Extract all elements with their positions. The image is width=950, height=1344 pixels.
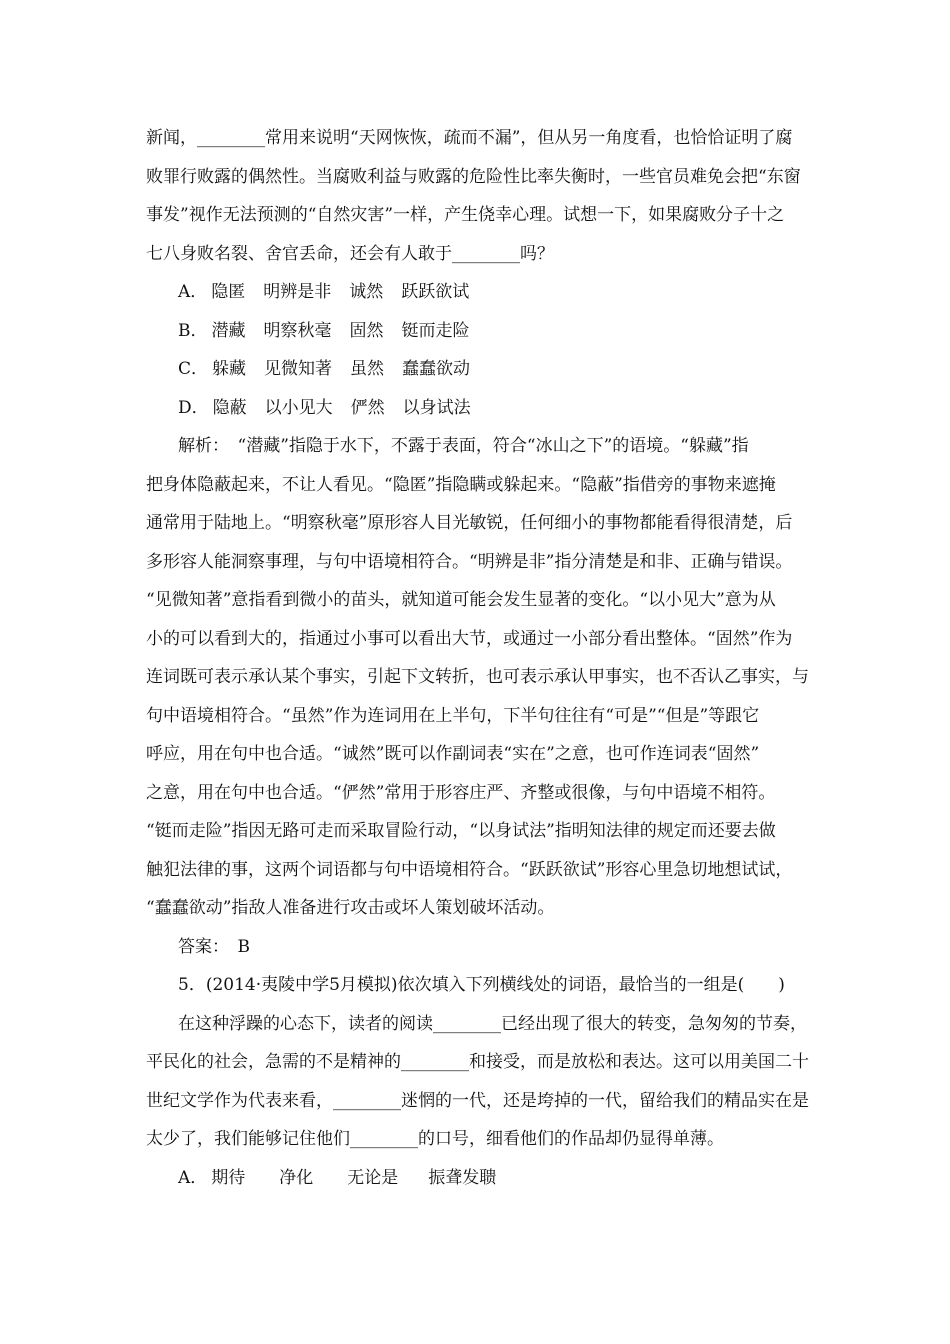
option-word: 虽然 xyxy=(350,359,385,379)
text-line: 事发”视作无法预测的“自然灾害”一样，产生侥幸心理。试想一下，如果腐败分子十之 xyxy=(146,205,785,225)
option-word: 以小见大 xyxy=(264,397,333,418)
option-word: 跃跃欲试 xyxy=(401,282,470,302)
option-letter: D． xyxy=(178,397,209,418)
analysis-line: 小的可以看到大的，指通过小事可以看出大节，或通过一小部分看出整体。“固然”作为 xyxy=(146,628,793,649)
option-word: 躲藏 xyxy=(212,359,247,379)
analysis-line: 呼应，用在句中也合适。“诚然”既可以作副词表“实在”之意，也可作连词表“固然” xyxy=(146,744,760,764)
passage-continuation xyxy=(146,119,810,273)
option-letter: B． xyxy=(178,320,208,341)
analysis-line: 通常用于陆地上。“明察秋毫”原形容人目光敏锐，任何细小的事物都能看得很清楚，后 xyxy=(146,513,793,533)
analysis-line: 连词既可表示承认某个事实，引起下文转折，也可表示承认甲事实，也不否认乙事实，与 xyxy=(146,667,809,687)
analysis-line: 多形容人能洞察事理，与句中语境相符合。“明辨是非”指分清楚是和非、正确与错误。 xyxy=(146,551,793,572)
analysis-line: 解析： “潜藏”指隐于水下，不露于表面，符合“冰山之下”的语境。“躲藏”指 xyxy=(178,436,749,456)
text-line: 七八身败名裂、舍官丢命，还会有人敢于________吗？ xyxy=(146,243,554,264)
analysis-line: 句中语境相符合。“虽然”作为连词用在上半句，下半句往往有“可是”“但是”等跟它 xyxy=(146,705,760,726)
analysis-line: 把身体隐蔽起来，不让人看见。“隐匿”指隐瞒或躲起来。“隐蔽”指借旁的事物来遮掩 xyxy=(146,474,776,495)
option-word: 净化 xyxy=(279,1167,314,1188)
option-word: 明辨是非 xyxy=(263,282,332,302)
option-letter: C． xyxy=(178,359,209,379)
option-word: 明察秋毫 xyxy=(263,320,332,341)
option-word: 铤而走险 xyxy=(401,320,470,341)
question-5 xyxy=(146,966,810,1197)
option-d xyxy=(146,389,810,428)
option-a xyxy=(146,273,810,312)
text-line: 败罪行败露的偶然性。当腐败利益与败露的危险性比率失衡时，一些官员难免会把“东窗 xyxy=(146,166,801,187)
text-line: 新闻，________常用来说明“天网恢恢，疏而不漏”，但从另一角度看，也恰恰证明了腐 xyxy=(146,128,793,148)
option-c xyxy=(146,350,810,389)
question-passage-line: 太少了，我们能够记住他们________的口号，细看他们的作品却仍显得单薄。 xyxy=(146,1129,724,1149)
analysis-line: “铤而走险”指因无路可走而采取冒险行动，“以身试法”指明知法律的规定而还要去做 xyxy=(146,821,776,841)
question-passage-line: 世纪文学作为代表来看，________迷惘的一代，还是垮掉的一代，留给我们的精品实在是 xyxy=(146,1090,809,1111)
option-word: 诚然 xyxy=(349,282,384,302)
option-word: 潜藏 xyxy=(211,320,246,341)
answer-line: 答案： B xyxy=(178,936,250,957)
option-a xyxy=(146,1159,810,1198)
analysis-section xyxy=(146,427,810,928)
analysis-line: 之意，用在句中也合适。“俨然”常用于形容庄严、齐整或很像，与句中语境不相符。 xyxy=(146,782,776,803)
question-passage-line: 平民化的社会，急需的不是精神的________和接受，而是放松和表达。这可以用美国二十 xyxy=(146,1052,809,1072)
option-letter: A． xyxy=(178,1167,208,1188)
option-word: 振聋发聩 xyxy=(428,1167,497,1188)
option-word: 隐蔽 xyxy=(212,397,247,418)
option-word: 蠢蠢欲动 xyxy=(402,359,471,379)
option-letter: A． xyxy=(178,282,208,302)
q4-options xyxy=(146,273,810,427)
option-word: 隐匿 xyxy=(211,282,246,302)
analysis-line: 触犯法律的事，这两个词语都与句中语境相符合。“跃跃欲试”形容心里急切地想试试， xyxy=(146,859,793,880)
question-stem: 5．(2014·夷陵中学5月模拟)依次填入下列横线处的词语，最恰当的一组是( ) xyxy=(178,975,785,995)
option-word: 无论是 xyxy=(347,1167,399,1188)
question-passage-line: 在这种浮躁的心态下，读者的阅读________已经出现了很大的转变，急匆匆的节奏， xyxy=(178,1013,807,1034)
option-word: 期待 xyxy=(211,1167,246,1188)
option-word: 见微知著 xyxy=(264,359,333,379)
option-word: 俨然 xyxy=(350,397,385,418)
option-b xyxy=(146,312,810,351)
option-word: 以身试法 xyxy=(402,397,471,418)
document-body xyxy=(146,119,810,1197)
analysis-line: “见微知著”意指看到微小的苗头，就知道可能会发生显著的变化。“以小见大”意为从 xyxy=(146,590,776,610)
analysis-line: “蠢蠢欲动”指敌人准备进行攻击或坏人策划破坏活动。 xyxy=(146,898,555,918)
option-word: 固然 xyxy=(349,320,384,341)
